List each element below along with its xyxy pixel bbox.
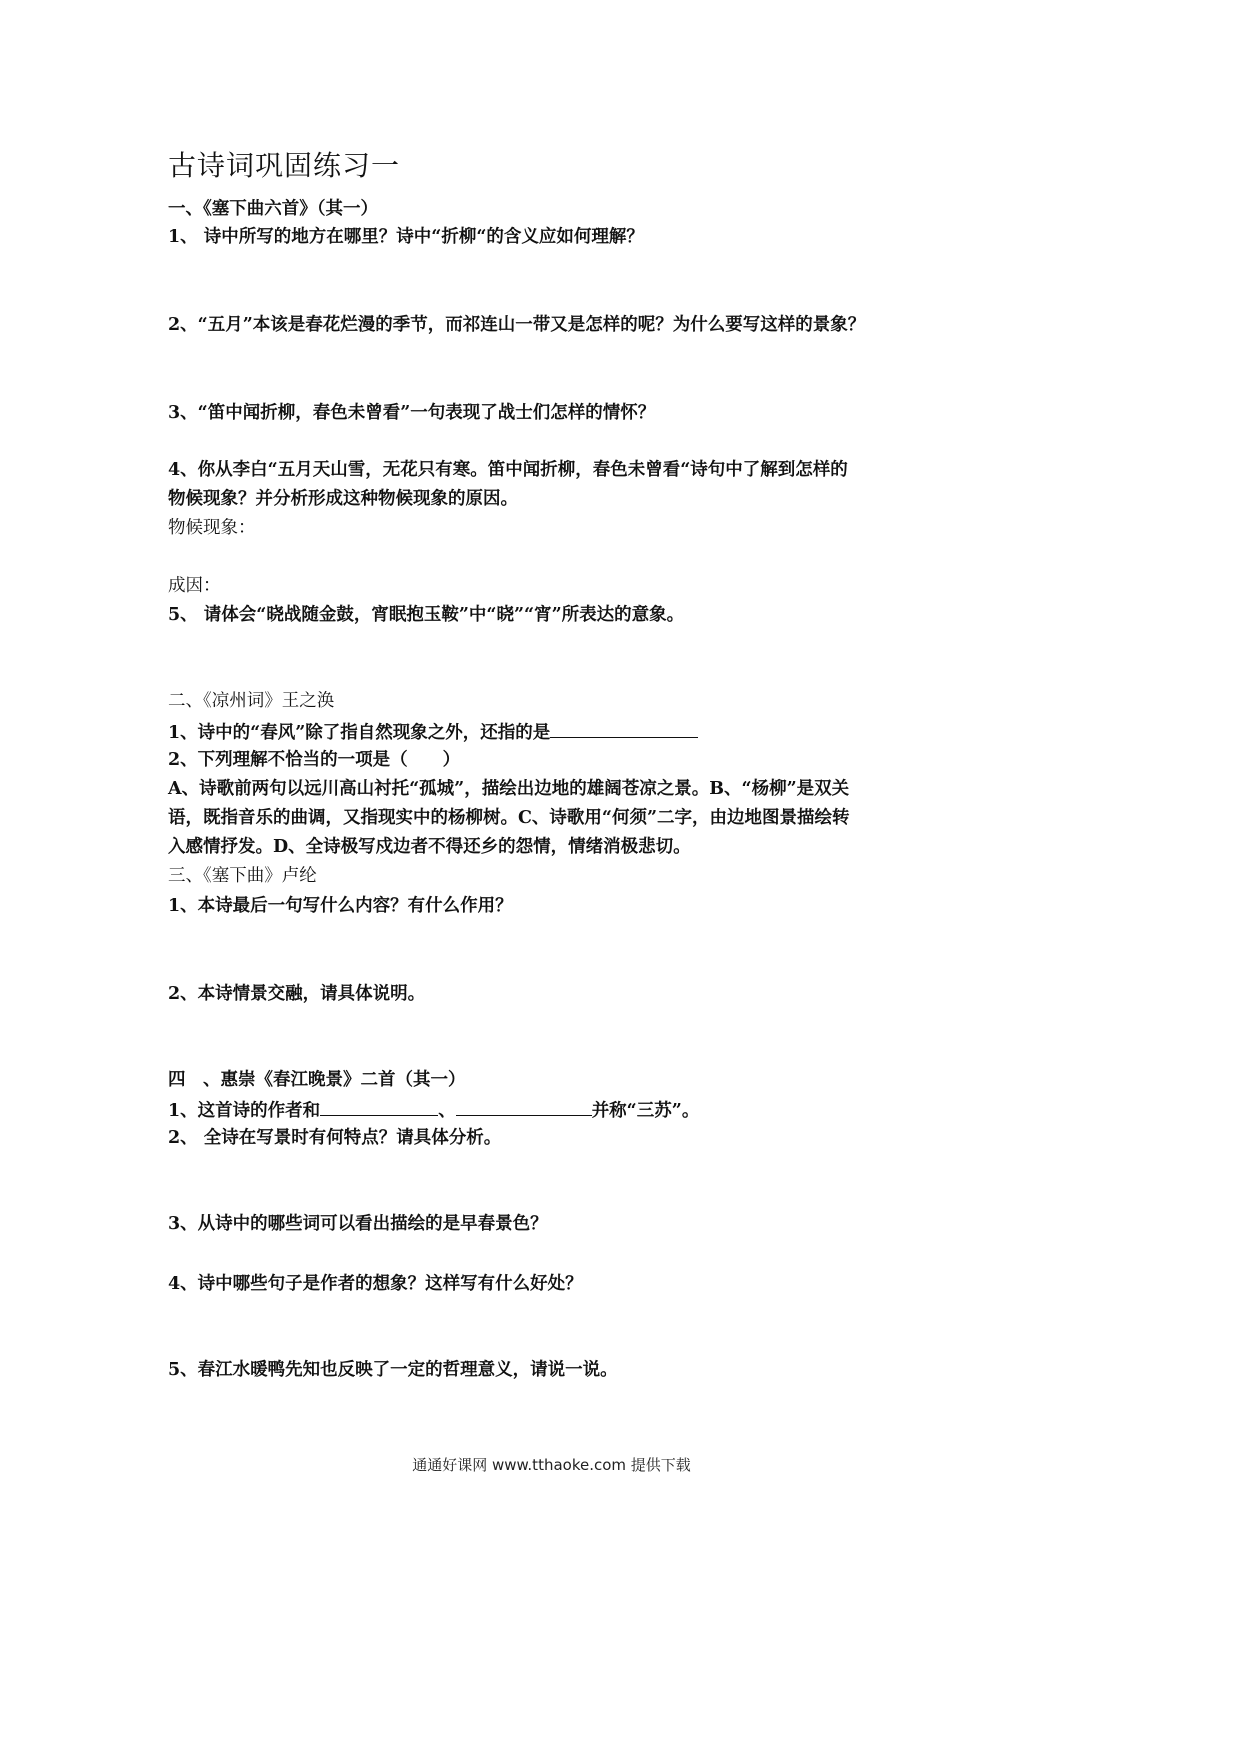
- section4-question-3: 3、从诗中的哪些词可以看出描绘的是早春景色？: [168, 1214, 548, 1234]
- section1-question-4-label-cause: 成因：: [168, 576, 221, 596]
- section4-question-1-prefix: 1、这首诗的作者和: [168, 1101, 321, 1121]
- section1-question-1: 1、 诗中所写的地方在哪里？诗中“折柳“的含义应如何理解？: [168, 227, 644, 247]
- section3-question-1: 1、本诗最后一句写什么内容？有什么作用？: [168, 896, 513, 916]
- section3-heading: 三、《塞下曲》卢纶: [168, 866, 317, 886]
- section2-heading: 二、《凉州词》王之涣: [168, 691, 335, 711]
- section4-question-1-suffix: 并称“三苏”。: [591, 1101, 700, 1121]
- footer-credit: 通通好课网 www.tthaoke.com 提供下载: [412, 1456, 691, 1474]
- answer-blank-1: [320, 1097, 438, 1116]
- section2-options-line2: 语，既指音乐的曲调，又指现实中的杨柳树。C、诗歌用“何须”二字，由边地图景描绘转: [168, 808, 850, 828]
- section2-question-1: [168, 719, 698, 745]
- answer-blank: [550, 719, 698, 738]
- section1-question-4-line2: 物候现象？并分析形成这种物候现象的原因。: [168, 489, 518, 509]
- section2-question-1-text: 1、诗中的“春风”除了指自然现象之外，还指的是: [168, 723, 551, 743]
- section1-question-2: 2、“五月”本该是春花烂漫的季节，而祁连山一带又是怎样的呢？为什么要写这样的景象？: [168, 315, 866, 335]
- section2-question-2: 2、下列理解不恰当的一项是（ ）: [168, 750, 461, 770]
- section1-question-3: 3、“笛中闻折柳，春色未曾看”一句表现了战士们怎样的情怀？: [168, 403, 656, 423]
- section3-question-2: 2、本诗情景交融，请具体说明。: [168, 984, 426, 1004]
- section2-options-line1: A、诗歌前两句以远川高山衬托“孤城”，描绘出边地的雄阔苍凉之景。B、“杨柳”是双关: [168, 779, 850, 799]
- section4-question-5: 5、春江水暖鸭先知也反映了一定的哲理意义，请说一说。: [168, 1360, 618, 1380]
- section4-question-4: 4、诗中哪些句子是作者的想象？这样写有什么好处？: [168, 1274, 583, 1294]
- section4-heading: 四 、惠崇《春江晚景》二首（其一）: [168, 1070, 466, 1090]
- section1-question-5: 5、 请体会“晓战随金鼓，宵眠抱玉鞍”中“晓”“宵”所表达的意象。: [168, 605, 685, 625]
- section4-question-1: [168, 1097, 699, 1123]
- section2-options-line3: 入感情抒发。D、全诗极写戍边者不得还乡的怨情，情绪消极悲切。: [168, 837, 691, 857]
- section1-question-4-label-phenomenon: 物候现象：: [168, 518, 256, 538]
- section4-question-2: 2、 全诗在写景时有何特点？请具体分析。: [168, 1128, 502, 1148]
- section1-question-4-line1: 4、你从李白“五月天山雪，无花只有寒。笛中闻折柳，春色未曾看“诗句中了解到怎样的: [168, 460, 848, 480]
- section1-heading: 一、《塞下曲六首》（其一）: [168, 199, 378, 219]
- section4-question-1-separator: 、: [438, 1101, 456, 1121]
- page-title: 古诗词巩固练习一: [168, 149, 401, 182]
- answer-blank-2: [456, 1097, 592, 1116]
